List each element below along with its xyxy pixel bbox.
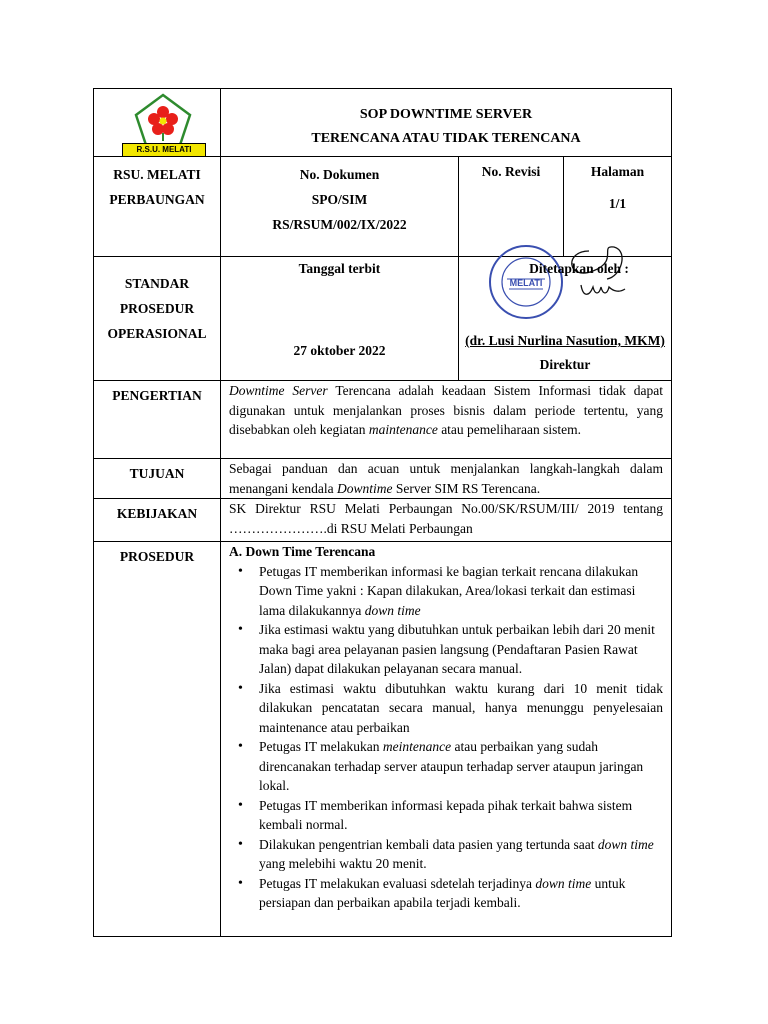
- standard-label-cell: [94, 257, 221, 381]
- document-number-cell: [221, 157, 459, 257]
- revision-label: No. Revisi: [481, 164, 541, 179]
- definition-text-1: Terencana adalah keadaan Sistem Informasi tidak dapat digunakan untuk menjalankan proses bisnis dalam periode tertentu, yang disebabkan oleh kegiatan: [229, 383, 664, 437]
- step-4-post: atau perbaikan yang sudah direncanakan terhadap server ataupun terhadap server ataupun jaringan lokal.: [259, 739, 644, 793]
- definition-label: PENGERTIAN: [112, 388, 202, 403]
- procedure-step: [259, 562, 663, 621]
- title-line-1: SOP DOWNTIME SERVER: [359, 107, 533, 122]
- document-number-line-1: SPO/SIM: [311, 192, 368, 207]
- hospital-name-line-1: RSU. MELATI: [113, 167, 201, 182]
- approval-cell: [459, 257, 672, 381]
- policy-label-cell: [94, 499, 221, 542]
- document-number-line-2: RS/RSUM/002/IX/2022: [272, 217, 407, 232]
- step-7-em: down time: [535, 875, 592, 891]
- procedure-label-cell: [94, 542, 221, 937]
- procedure-step: [259, 796, 663, 835]
- procedure-content: [221, 542, 672, 937]
- purpose-text: [221, 459, 672, 499]
- title-cell: [221, 89, 672, 157]
- revision-cell: [459, 157, 564, 257]
- signer-name: (dr. Lusi Nurlina Nasution, MKM): [465, 333, 665, 348]
- step-6-pre: Dilakukan pengentrian kembali data pasien yang tertunda saat: [259, 836, 598, 852]
- step-6-post: yang melebihi waktu 20 menit.: [259, 856, 427, 871]
- logo-cell: [94, 89, 221, 157]
- step-3-text: Jika estimasi waktu dibutuhkan waktu kurang dari 10 menit tidak dilakukan pencatatan secara manual, hanya menunggu penyelesaian maintenance atau perbaikan: [259, 680, 664, 735]
- procedure-step: [259, 620, 663, 679]
- issue-date-value: 27 oktober 2022: [293, 343, 386, 358]
- purpose-em-1: Downtime: [336, 480, 393, 496]
- step-4-pre: Petugas IT melakukan: [259, 739, 383, 754]
- standard-line-3: OPERASIONAL: [107, 326, 207, 341]
- purpose-text-1: Sebagai panduan dan acuan untuk menjalankan langkah-langkah dalam menangani kendala: [229, 461, 664, 496]
- procedure-heading: A. Down Time Terencana: [229, 544, 376, 559]
- definition-em-1: Downtime Server: [229, 383, 328, 398]
- procedure-step: [259, 874, 663, 913]
- definition-text: [221, 381, 672, 459]
- procedure-step: [259, 737, 663, 796]
- procedure-label: PROSEDUR: [119, 549, 195, 564]
- signer-title: Direktur: [539, 357, 591, 372]
- page-label: Halaman: [590, 164, 645, 179]
- official-stamp: [487, 243, 565, 321]
- policy-label: KEBIJAKAN: [116, 506, 198, 521]
- step-1-text: Petugas IT memberikan informasi ke bagian terkait rencana dilakukan Down Time yakni : Kapan dilakukan, Area/lokasi terkait dan estimasi lama dilakukannya: [259, 563, 639, 618]
- standard-line-1: STANDAR: [124, 276, 190, 291]
- definition-text-2: atau pemeliharaan sistem.: [437, 422, 582, 437]
- step-1-em: down time: [364, 602, 421, 618]
- set-by-label: Ditetapkan oleh :: [529, 261, 629, 276]
- procedure-step: [259, 835, 663, 874]
- definition-label-cell: [94, 381, 221, 459]
- procedure-step: [259, 679, 663, 738]
- logo-caption: R.S.U. MELATI: [122, 143, 206, 157]
- svg-text:MELATI: MELATI: [509, 278, 543, 288]
- document-number-label: No. Dokumen: [299, 167, 380, 182]
- step-5-text: Petugas IT memberikan informasi kepada pihak terkait bahwa sistem kembali normal.: [259, 797, 633, 832]
- purpose-text-2: Server SIM RS Terencana.: [392, 480, 541, 496]
- purpose-label-cell: [94, 459, 221, 499]
- sop-table: [93, 88, 672, 937]
- issue-date-label: Tanggal terbit: [298, 261, 381, 276]
- procedure-steps: [229, 562, 663, 913]
- hospital-name-line-2: PERBAUNGAN: [109, 192, 205, 207]
- step-6-em: down time: [597, 836, 654, 852]
- issue-date-cell: [221, 257, 459, 381]
- purpose-label: TUJUAN: [129, 466, 185, 481]
- definition-em-2: maintenance: [368, 422, 438, 437]
- step-2-text: Jika estimasi waktu yang dibutuhkan untuk perbaikan lebih dari 20 menit maka bagi area pelayanan pasien langsung (Pendaftaran Pasien Rawat Jalan) dapat dilakukan pelayanan secara manual.: [259, 622, 655, 676]
- step-7-pre: Petugas IT melakukan evaluasi sdetelah terjadinya: [259, 875, 536, 891]
- standard-line-2: PROSEDUR: [119, 301, 195, 316]
- page-value: 1/1: [608, 195, 627, 211]
- step-4-em: meintenance: [382, 739, 452, 754]
- step-7-post: untuk persiapan dan perbaikan apabila terjadi kembali.: [259, 875, 626, 910]
- hospital-name-cell: [94, 157, 221, 257]
- policy-text: SK Direktur RSU Melati Perbaungan No.00/SK/RSUM/III/ 2019 tentang ………………….di RSU Melati Perbaungan: [221, 499, 672, 542]
- title-line-2: TERENCANA ATAU TIDAK TERENCANA: [311, 131, 581, 146]
